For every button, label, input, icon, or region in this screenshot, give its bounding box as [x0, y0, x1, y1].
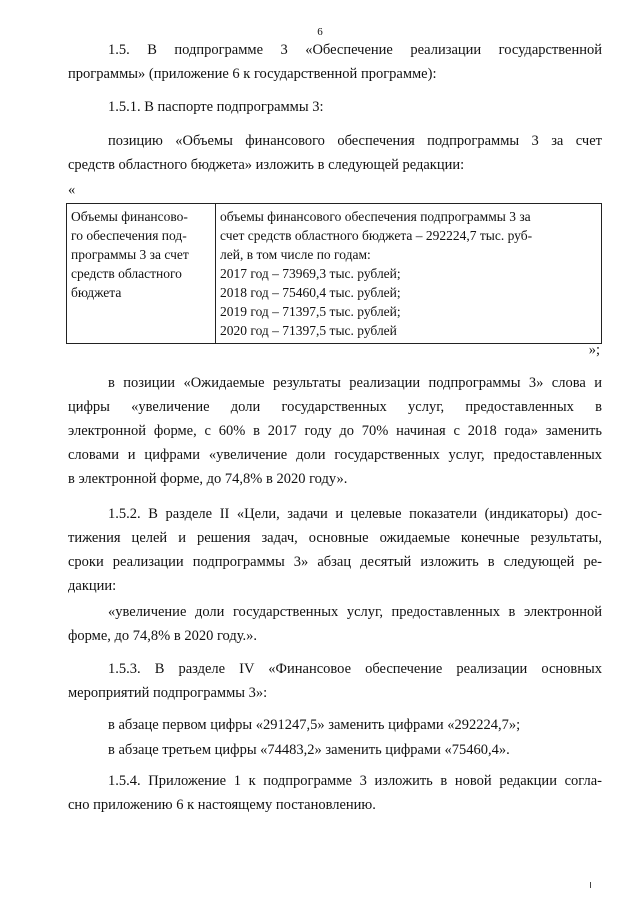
results-line-4: словами и цифрами «увеличение доли государственных услуг, предоставленных [68, 447, 602, 463]
value-line: счет средств областного бюджета – 292224,7 тыс. руб- [220, 228, 533, 243]
label-line: го обеспечения под- [71, 228, 187, 243]
section-1-5-3-item-2: в абзаце третьем цифры «74483,2» заменить цифрами «75460,4». [108, 742, 510, 758]
close-quote-mark: »; [588, 342, 600, 358]
value-line: 2020 год – 71397,5 тыс. рублей [220, 323, 397, 338]
section-1-5-line-1: 1.5. В подпрограмме 3 «Обеспечение реализации государственной [108, 42, 602, 58]
section-1-5-2-line-3: сроки реализации подпрограммы 3» абзац десятый изложить в следующей ре- [68, 554, 602, 570]
section-1-5-2-line-4: дакции: [68, 578, 117, 594]
section-1-5-2-quote-line-1: «увеличение доли государственных услуг, предоставленных в электронной [108, 604, 602, 620]
value-line: объемы финансового обеспечения подпрограммы 3 за [220, 209, 531, 224]
open-quote-mark: « [68, 182, 76, 198]
results-line-1: в позиции «Ожидаемые результаты реализации подпрограммы 3» слова и [108, 375, 602, 391]
section-1-5-1-intro-line-1: позицию «Объемы финансового обеспечения подпрограммы 3 за счет [108, 133, 602, 149]
value-line: 2018 год – 75460,4 тыс. рублей; [220, 285, 401, 300]
results-line-5: в электронной форме, до 74,8% в 2020 году». [68, 471, 348, 487]
passport-table [66, 203, 602, 344]
results-line-3: электронной форме, с 60% в 2017 году до 70% начиная с 2018 года» заменить [68, 423, 602, 439]
value-line: 2019 год – 71397,5 тыс. рублей; [220, 304, 401, 319]
label-line: программы 3 за счет [71, 247, 189, 262]
page-number: 6 [317, 26, 323, 38]
label-line: средств областного [71, 266, 182, 281]
section-1-5-2-line-1: 1.5.2. В разделе II «Цели, задачи и целевые показатели (индикаторы) дос- [108, 506, 602, 522]
table-row [67, 204, 602, 344]
section-1-5-2-line-2: тижения целей и решения задач, основные ожидаемые конечные результаты, [68, 530, 602, 546]
section-1-5-3-line-1: 1.5.3. В разделе IV «Финансовое обеспечение реализации основных [108, 661, 602, 677]
section-1-5-3-line-2: мероприятий подпрограммы 3»: [68, 685, 268, 701]
value-line: 2017 год – 73969,3 тыс. рублей; [220, 266, 401, 281]
label-line: Объемы финансово- [71, 209, 188, 224]
section-1-5-line-2: программы» (приложение 6 к государственной программе): [68, 66, 437, 82]
margin-mark [590, 882, 591, 888]
section-1-5-1-intro-line-2: средств областного бюджета» изложить в следующей редакции: [68, 157, 465, 173]
section-1-5-3-item-1: в абзаце первом цифры «291247,5» заменить цифрами «292224,7»; [108, 717, 521, 733]
passport-label-cell [67, 204, 216, 344]
results-line-2: цифры «увеличение доли государственных услуг, предоставленных в [68, 399, 602, 415]
value-line: лей, в том числе по годам: [220, 247, 371, 262]
section-1-5-1-heading: 1.5.1. В паспорте подпрограммы 3: [108, 99, 324, 115]
section-1-5-4-line-2: сно приложению 6 к настоящему постановлению. [68, 797, 376, 813]
label-line: бюджета [71, 285, 122, 300]
passport-value-cell [216, 204, 602, 344]
section-1-5-2-quote-line-2: форме, до 74,8% в 2020 году.». [68, 628, 258, 644]
section-1-5-4-line-1: 1.5.4. Приложение 1 к подпрограмме 3 изложить в новой редакции согла- [108, 773, 602, 789]
